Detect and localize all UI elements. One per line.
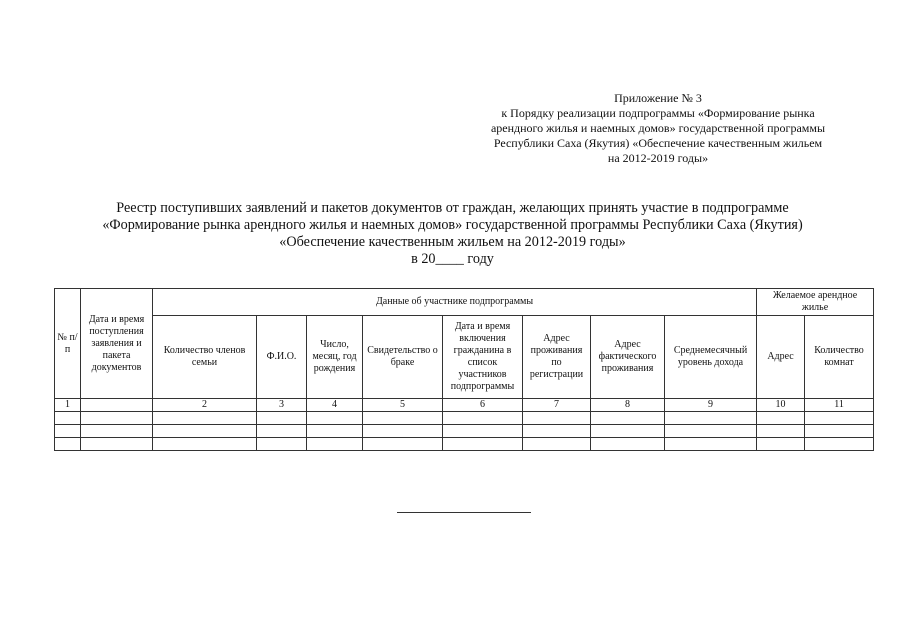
table-cell	[665, 425, 757, 438]
table-cell	[153, 412, 257, 425]
column-number: 5	[363, 399, 443, 412]
table-cell	[757, 438, 805, 451]
header-row-sub	[55, 316, 874, 399]
table-cell	[153, 438, 257, 451]
table-cell	[307, 425, 363, 438]
table-cell	[363, 438, 443, 451]
header-cell: Дата и время включения гражданина в список участников подпрограммы	[443, 316, 523, 399]
table-cell	[523, 438, 591, 451]
title-line: в 20____ году	[411, 251, 494, 267]
document-title	[40, 200, 865, 268]
table-cell	[757, 425, 805, 438]
column-number: 3	[257, 399, 307, 412]
table-cell	[307, 412, 363, 425]
table-cell	[443, 425, 523, 438]
table-cell	[81, 438, 153, 451]
table-cell	[55, 412, 81, 425]
header-cell: Ф.И.О.	[257, 316, 307, 399]
table-cell	[363, 412, 443, 425]
header-cell: Количество членов семьи	[153, 316, 257, 399]
header-cell: Адрес	[757, 316, 805, 399]
appendix-line: Приложение № 3	[614, 91, 702, 105]
table-cell	[257, 425, 307, 438]
table-cell	[443, 412, 523, 425]
table-row	[55, 438, 874, 451]
header-date-cell: Дата и время поступления заявления и пакета документов	[81, 289, 153, 399]
header-cell: Адрес фактического проживания	[591, 316, 665, 399]
header-housing-group: Желаемое арендное жилье	[757, 289, 874, 316]
appendix-line: арендного жилья и наемных домов» государственной программы	[490, 121, 826, 135]
table-row	[55, 425, 874, 438]
column-number: 8	[591, 399, 665, 412]
table-cell	[805, 438, 874, 451]
table-cell	[55, 438, 81, 451]
table-cell	[757, 412, 805, 425]
table-cell	[591, 412, 665, 425]
table-cell	[665, 438, 757, 451]
signature-line	[397, 512, 531, 513]
title-line: Реестр поступивших заявлений и пакетов документов от граждан, желающих принять участие в подпрограмме	[116, 200, 789, 216]
appendix-line: к Порядку реализации подпрограммы «Формирование рынка	[501, 106, 815, 120]
table-cell	[591, 438, 665, 451]
column-number-row	[55, 399, 874, 412]
header-cell: Количество комнат	[805, 316, 874, 399]
table-cell	[81, 425, 153, 438]
header-participant-group: Данные об участнике подпрограммы	[153, 289, 757, 316]
column-number: 11	[805, 399, 874, 412]
table-cell	[665, 412, 757, 425]
column-number: 1	[55, 399, 81, 412]
appendix-line: Республики Саха (Якутия) «Обеспечение качественным жильем	[493, 136, 823, 150]
table-cell	[81, 412, 153, 425]
header-cell: Среднемесячный уровень дохода	[665, 316, 757, 399]
header-num-cell: № п/п	[55, 289, 81, 399]
column-number: 7	[523, 399, 591, 412]
table-cell	[363, 425, 443, 438]
column-number: 2	[153, 399, 257, 412]
header-row-main	[55, 289, 874, 316]
column-number: 6	[443, 399, 523, 412]
title-line: «Обеспечение качественным жильем на 2012-2019 годы»	[279, 234, 626, 250]
registry-table	[54, 288, 874, 451]
table-cell	[805, 425, 874, 438]
column-number: 9	[665, 399, 757, 412]
column-number	[81, 399, 153, 412]
table-cell	[153, 425, 257, 438]
header-cell: Адрес проживания по регистрации	[523, 316, 591, 399]
table-cell	[443, 438, 523, 451]
table-cell	[523, 425, 591, 438]
appendix-header	[468, 91, 848, 166]
table-cell	[591, 425, 665, 438]
table-row	[55, 412, 874, 425]
header-cell: Число, месяц, год рождения	[307, 316, 363, 399]
table-cell	[805, 412, 874, 425]
table-cell	[257, 412, 307, 425]
column-number: 4	[307, 399, 363, 412]
appendix-line: на 2012-2019 годы»	[607, 151, 709, 165]
table-cell	[523, 412, 591, 425]
header-cell: Свидетельство о браке	[363, 316, 443, 399]
table-cell	[307, 438, 363, 451]
table-cell	[257, 438, 307, 451]
column-number: 10	[757, 399, 805, 412]
empty-rows-body	[55, 412, 874, 451]
table-cell	[55, 425, 81, 438]
title-line: «Формирование рынка арендного жилья и наемных домов» государственной программы Республики Саха (Якутия)	[102, 217, 803, 233]
